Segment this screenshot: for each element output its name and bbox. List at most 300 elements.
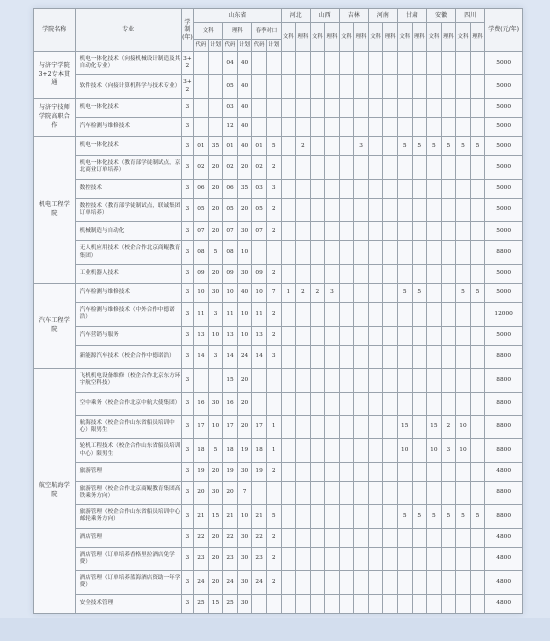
plan-cell: 09 [223, 264, 238, 283]
plan-cell [441, 481, 456, 504]
fee-cell: 8800 [485, 481, 523, 504]
plan-cell [368, 462, 383, 481]
plan-cell: 10 [223, 283, 238, 302]
plan-cell [383, 222, 398, 241]
plan-cell: 20 [208, 547, 223, 570]
plan-cell: 20 [237, 156, 252, 179]
plan-cell [354, 505, 369, 528]
plan-cell [427, 392, 442, 415]
plan-cell [339, 594, 354, 613]
plan-cell [296, 303, 311, 326]
plan-cell [325, 547, 340, 570]
plan-cell [252, 75, 267, 98]
plan-cell: 23 [194, 547, 209, 570]
header-province-jilin: 吉林 [339, 9, 368, 23]
header-like: 理科 [223, 23, 252, 40]
years-cell: 3 [181, 481, 193, 504]
plan-cell: 17 [223, 415, 238, 438]
plan-cell: 2 [266, 462, 281, 481]
plan-cell [339, 369, 354, 392]
plan-cell: 30 [237, 571, 252, 594]
plan-cell [310, 369, 325, 392]
table-row [34, 392, 523, 415]
major-cell: 酒店管理（订单培养蓝海酒店资助一年学费） [75, 571, 181, 594]
header-province-sichuan: 四川 [456, 9, 485, 23]
plan-cell [310, 571, 325, 594]
plan-cell: 20 [208, 264, 223, 283]
plan-cell: 13 [194, 326, 209, 345]
plan-cell [325, 137, 340, 156]
plan-cell [208, 369, 223, 392]
fee-cell: 5000 [485, 156, 523, 179]
major-cell: 工业机器人技术 [75, 264, 181, 283]
college-cell: 汽车工程学院 [34, 283, 76, 368]
plan-cell [354, 547, 369, 570]
plan-cell [354, 52, 369, 75]
plan-cell [354, 179, 369, 198]
plan-cell [310, 462, 325, 481]
plan-cell [281, 137, 296, 156]
fee-cell: 5000 [485, 283, 523, 302]
plan-cell [456, 75, 471, 98]
plan-cell [194, 52, 209, 75]
plan-cell [252, 52, 267, 75]
college-cell: 与济宁学院3+2专本贯通 [34, 52, 76, 99]
plan-cell [397, 547, 412, 570]
plan-cell [470, 198, 485, 221]
plan-cell [325, 571, 340, 594]
plan-cell [412, 117, 427, 136]
plan-cell [325, 415, 340, 438]
plan-cell [470, 392, 485, 415]
plan-cell [354, 392, 369, 415]
plan-cell: 08 [194, 241, 209, 264]
plan-cell [368, 326, 383, 345]
plan-cell [383, 117, 398, 136]
plan-cell: 05 [223, 75, 238, 98]
header-like-code: 代码 [223, 40, 238, 52]
plan-cell [296, 179, 311, 198]
plan-cell: 07 [223, 222, 238, 241]
plan-cell [354, 439, 369, 462]
plan-cell [310, 137, 325, 156]
plan-cell [427, 528, 442, 547]
plan-cell: 04 [223, 52, 238, 75]
plan-cell: 24 [237, 345, 252, 368]
plan-cell [296, 198, 311, 221]
plan-cell [354, 481, 369, 504]
plan-cell [470, 369, 485, 392]
plan-cell: 11 [252, 303, 267, 326]
plan-cell: 3 [208, 345, 223, 368]
plan-cell [470, 439, 485, 462]
plan-cell [296, 439, 311, 462]
plan-cell [441, 392, 456, 415]
plan-cell [281, 179, 296, 198]
plan-cell [456, 98, 471, 117]
plan-cell: 5 [456, 505, 471, 528]
plan-cell: 06 [223, 179, 238, 198]
plan-cell: 18 [252, 439, 267, 462]
table-row [34, 198, 523, 221]
plan-cell [266, 52, 281, 75]
plan-cell [325, 117, 340, 136]
table-row [34, 222, 523, 241]
plan-cell: 10 [194, 283, 209, 302]
plan-cell [456, 392, 471, 415]
fee-cell: 12000 [485, 303, 523, 326]
plan-cell: 13 [252, 326, 267, 345]
table-row [34, 303, 523, 326]
plan-cell [310, 75, 325, 98]
plan-cell [296, 117, 311, 136]
plan-cell: 1 [281, 283, 296, 302]
plan-cell [252, 241, 267, 264]
fee-cell: 5000 [485, 98, 523, 117]
header-shanxi-wen: 文科 [310, 23, 325, 52]
plan-cell [427, 481, 442, 504]
plan-cell [456, 369, 471, 392]
plan-cell [296, 241, 311, 264]
plan-cell [368, 283, 383, 302]
years-cell: 3 [181, 547, 193, 570]
plan-cell: 19 [223, 462, 238, 481]
plan-cell [383, 198, 398, 221]
plan-cell [441, 326, 456, 345]
table-row [34, 326, 523, 345]
plan-cell: 19 [237, 439, 252, 462]
plan-cell [470, 156, 485, 179]
plan-cell [397, 571, 412, 594]
plan-cell [310, 222, 325, 241]
plan-cell: 30 [237, 462, 252, 481]
plan-cell [325, 75, 340, 98]
plan-cell [310, 303, 325, 326]
plan-cell [412, 303, 427, 326]
plan-cell [397, 462, 412, 481]
plan-cell: 2 [266, 303, 281, 326]
plan-cell [296, 571, 311, 594]
plan-cell [427, 179, 442, 198]
plan-cell [441, 571, 456, 594]
plan-cell [427, 241, 442, 264]
header-sichuan-wen: 文科 [456, 23, 471, 52]
plan-cell [383, 547, 398, 570]
header-sichuan-li: 理科 [470, 23, 485, 52]
plan-cell [470, 52, 485, 75]
plan-cell [456, 345, 471, 368]
plan-cell: 20 [237, 198, 252, 221]
header-province-hebei: 河北 [281, 9, 310, 23]
plan-cell [194, 98, 209, 117]
plan-cell [368, 528, 383, 547]
plan-cell: 40 [237, 52, 252, 75]
plan-cell [296, 264, 311, 283]
plan-cell [296, 528, 311, 547]
plan-cell [325, 528, 340, 547]
plan-cell: 2 [266, 222, 281, 241]
plan-cell [383, 415, 398, 438]
plan-cell [383, 241, 398, 264]
years-cell: 3 [181, 156, 193, 179]
years-cell: 3 [181, 462, 193, 481]
plan-cell: 10 [208, 415, 223, 438]
plan-cell [266, 369, 281, 392]
plan-cell: 05 [252, 198, 267, 221]
plan-cell: 17 [194, 415, 209, 438]
plan-cell [281, 198, 296, 221]
plan-cell [310, 505, 325, 528]
fee-cell: 8800 [485, 345, 523, 368]
table-row [34, 283, 523, 302]
plan-cell [354, 75, 369, 98]
plan-cell [441, 156, 456, 179]
plan-cell [412, 594, 427, 613]
plan-cell [339, 571, 354, 594]
plan-cell [325, 264, 340, 283]
plan-cell [441, 528, 456, 547]
plan-cell: 5 [208, 439, 223, 462]
major-cell: 机械制造与自动化 [75, 222, 181, 241]
fee-cell: 5000 [485, 117, 523, 136]
plan-cell [456, 198, 471, 221]
plan-cell: 10 [427, 439, 442, 462]
plan-cell [310, 326, 325, 345]
plan-cell [310, 439, 325, 462]
plan-cell [368, 52, 383, 75]
major-cell: 航海技术（校企合作山东省船员培训中心）限男生 [75, 415, 181, 438]
plan-cell: 22 [223, 528, 238, 547]
plan-cell [383, 98, 398, 117]
plan-cell: 20 [208, 571, 223, 594]
plan-cell: 30 [208, 283, 223, 302]
plan-cell [310, 117, 325, 136]
header-chunji-code: 代码 [252, 40, 267, 52]
plan-cell [339, 179, 354, 198]
plan-cell [281, 505, 296, 528]
plan-cell [368, 415, 383, 438]
plan-cell [368, 156, 383, 179]
major-cell: 汽车检测与维修技术 [75, 117, 181, 136]
plan-cell [456, 571, 471, 594]
major-cell: 安全技术管理 [75, 594, 181, 613]
years-cell: 3 [181, 505, 193, 528]
plan-cell [397, 369, 412, 392]
plan-cell [456, 241, 471, 264]
plan-cell [470, 98, 485, 117]
admission-plan-sheet [33, 8, 523, 614]
plan-cell [325, 439, 340, 462]
plan-cell [368, 481, 383, 504]
plan-cell [456, 326, 471, 345]
plan-cell [456, 179, 471, 198]
plan-cell [281, 462, 296, 481]
plan-cell [339, 481, 354, 504]
years-cell: 3 [181, 179, 193, 198]
plan-cell [194, 75, 209, 98]
plan-cell: 20 [208, 462, 223, 481]
plan-cell [281, 303, 296, 326]
plan-cell [427, 345, 442, 368]
plan-cell [441, 75, 456, 98]
plan-cell [427, 547, 442, 570]
table-row [34, 415, 523, 438]
plan-cell [470, 222, 485, 241]
plan-cell [470, 462, 485, 481]
plan-cell: 15 [208, 505, 223, 528]
plan-cell [281, 326, 296, 345]
plan-cell [296, 98, 311, 117]
plan-cell: 25 [194, 594, 209, 613]
plan-cell: 10 [456, 439, 471, 462]
plan-cell [397, 117, 412, 136]
plan-cell [310, 98, 325, 117]
years-cell: 3 [181, 222, 193, 241]
plan-cell: 10 [252, 283, 267, 302]
plan-cell [368, 117, 383, 136]
major-cell: 数控技术 [75, 179, 181, 198]
plan-cell [412, 179, 427, 198]
plan-cell [281, 222, 296, 241]
years-cell: 3 [181, 117, 193, 136]
plan-cell [325, 505, 340, 528]
major-cell: 数控技术（教育部学徒制试点，联诚集团订单培养） [75, 198, 181, 221]
plan-cell: 2 [266, 547, 281, 570]
plan-cell [368, 179, 383, 198]
fee-cell: 5000 [485, 75, 523, 98]
plan-cell [412, 222, 427, 241]
major-cell: 汽车检测与维修技术（中外合作中德诺浩） [75, 303, 181, 326]
plan-cell [368, 137, 383, 156]
plan-cell [194, 369, 209, 392]
plan-cell [383, 462, 398, 481]
plan-cell [354, 222, 369, 241]
plan-cell [339, 222, 354, 241]
plan-cell [325, 392, 340, 415]
plan-cell: 09 [194, 264, 209, 283]
fee-cell: 8800 [485, 415, 523, 438]
plan-cell: 7 [237, 481, 252, 504]
fee-cell: 5000 [485, 326, 523, 345]
plan-cell [427, 75, 442, 98]
plan-cell [412, 571, 427, 594]
plan-cell [383, 156, 398, 179]
table-row [34, 369, 523, 392]
header-province-gansu: 甘肃 [397, 9, 426, 23]
plan-cell [441, 52, 456, 75]
plan-cell [427, 222, 442, 241]
header-jilin-li: 理科 [354, 23, 369, 52]
major-cell: 旅游管理（校企合作北京商鲲教育集团高铁乘务方向） [75, 481, 181, 504]
plan-cell [456, 222, 471, 241]
major-cell: 汽车营销与服务 [75, 326, 181, 345]
plan-cell [368, 303, 383, 326]
header-gansu-li: 理科 [412, 23, 427, 52]
fee-cell: 4800 [485, 547, 523, 570]
plan-cell: 3 [266, 345, 281, 368]
header-province-shanxi: 山西 [310, 9, 339, 23]
plan-cell: 5 [456, 137, 471, 156]
plan-cell [441, 117, 456, 136]
table-row [34, 117, 523, 136]
header-anhui-li: 理科 [441, 23, 456, 52]
major-cell: 酒店管理 [75, 528, 181, 547]
plan-cell: 5 [397, 137, 412, 156]
plan-cell: 5 [441, 505, 456, 528]
plan-cell: 5 [412, 283, 427, 302]
plan-cell: 19 [194, 462, 209, 481]
plan-cell [354, 98, 369, 117]
plan-cell [470, 547, 485, 570]
major-cell: 旅游管理 [75, 462, 181, 481]
plan-cell [368, 222, 383, 241]
plan-cell: 5 [470, 137, 485, 156]
plan-cell [441, 547, 456, 570]
plan-cell: 23 [252, 547, 267, 570]
plan-cell [310, 481, 325, 504]
plan-cell: 06 [194, 179, 209, 198]
plan-cell [354, 415, 369, 438]
plan-cell: 30 [237, 528, 252, 547]
plan-cell: 24 [223, 571, 238, 594]
plan-cell [354, 198, 369, 221]
table-row [34, 505, 523, 528]
plan-cell: 5 [412, 505, 427, 528]
plan-cell: 30 [208, 392, 223, 415]
header-major: 专业 [75, 9, 181, 52]
plan-cell [281, 481, 296, 504]
plan-cell: 11 [194, 303, 209, 326]
plan-cell [397, 528, 412, 547]
page-bottom-strip [0, 618, 550, 641]
years-cell: 3 [181, 369, 193, 392]
fee-cell: 4800 [485, 462, 523, 481]
major-cell: 新能源汽车技术（校企合作中德诺浩） [75, 345, 181, 368]
plan-cell [310, 198, 325, 221]
plan-cell [383, 505, 398, 528]
plan-cell: 10 [456, 415, 471, 438]
table-row [34, 264, 523, 283]
plan-cell [470, 241, 485, 264]
plan-cell: 5 [427, 137, 442, 156]
table-row [34, 52, 523, 75]
plan-cell: 20 [208, 222, 223, 241]
plan-cell [339, 345, 354, 368]
fee-cell: 5000 [485, 137, 523, 156]
plan-cell: 15 [223, 369, 238, 392]
plan-cell [397, 326, 412, 345]
plan-cell: 10 [237, 303, 252, 326]
plan-cell [368, 594, 383, 613]
plan-cell: 20 [194, 481, 209, 504]
table-row [34, 156, 523, 179]
plan-cell: 5 [470, 505, 485, 528]
plan-cell [383, 264, 398, 283]
plan-cell [368, 98, 383, 117]
plan-cell [397, 241, 412, 264]
plan-cell [310, 156, 325, 179]
plan-cell [368, 264, 383, 283]
plan-cell [412, 198, 427, 221]
plan-cell: 14 [223, 345, 238, 368]
plan-cell [427, 303, 442, 326]
plan-cell: 7 [266, 283, 281, 302]
plan-cell [296, 594, 311, 613]
plan-cell [456, 528, 471, 547]
years-cell: 3 [181, 137, 193, 156]
plan-cell [354, 571, 369, 594]
header-province-anhui: 安徽 [427, 9, 456, 23]
